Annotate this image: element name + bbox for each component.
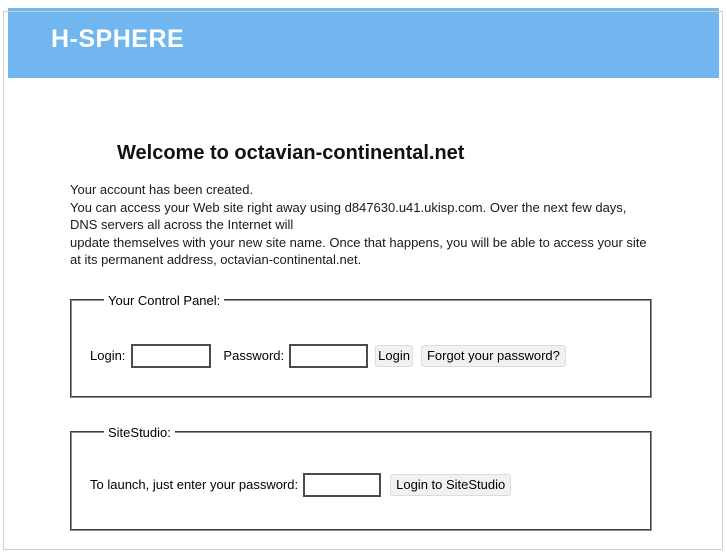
intro-line-2: You can access your Web site right away using d847630.u41.ukisp.com. Over the next few days, [70, 199, 627, 215]
control-panel-form-row [90, 344, 640, 396]
sitestudio-password-input[interactable] [303, 473, 381, 497]
forgot-password-button[interactable]: Forgot your password? [421, 345, 566, 367]
control-panel-fieldset [70, 293, 652, 398]
page-title: Welcome to octavian-continental.net [117, 142, 465, 164]
control-panel-legend: Your Control Panel: [108, 292, 221, 308]
sitestudio-form-row [90, 473, 640, 529]
intro-line-5: at its permanent address, octavian-continental.net. [70, 252, 362, 267]
password-label: Password: [223, 348, 285, 363]
password-input[interactable] [289, 344, 368, 368]
sitestudio-legend: SiteStudio: [108, 424, 171, 440]
login-button[interactable]: Login [375, 345, 413, 367]
intro-line-3: DNS servers all across the Internet will [70, 217, 294, 232]
page [8, 8, 719, 531]
login-input[interactable] [131, 344, 211, 368]
sitestudio-login-button[interactable]: Login to SiteStudio [390, 474, 511, 496]
sitestudio-fieldset [70, 425, 652, 531]
header-banner [8, 8, 719, 78]
login-label: Login: [90, 348, 126, 363]
brand-logo-text: H-SPHERE [51, 24, 185, 53]
intro-line-1: Your account has been created. [70, 182, 254, 197]
sitestudio-password-label: To launch, just enter your password: [90, 477, 299, 492]
intro-line-4: update themselves with your new site name. Once that happens, you will be able to access your site [70, 234, 647, 250]
intro-text [70, 181, 719, 269]
